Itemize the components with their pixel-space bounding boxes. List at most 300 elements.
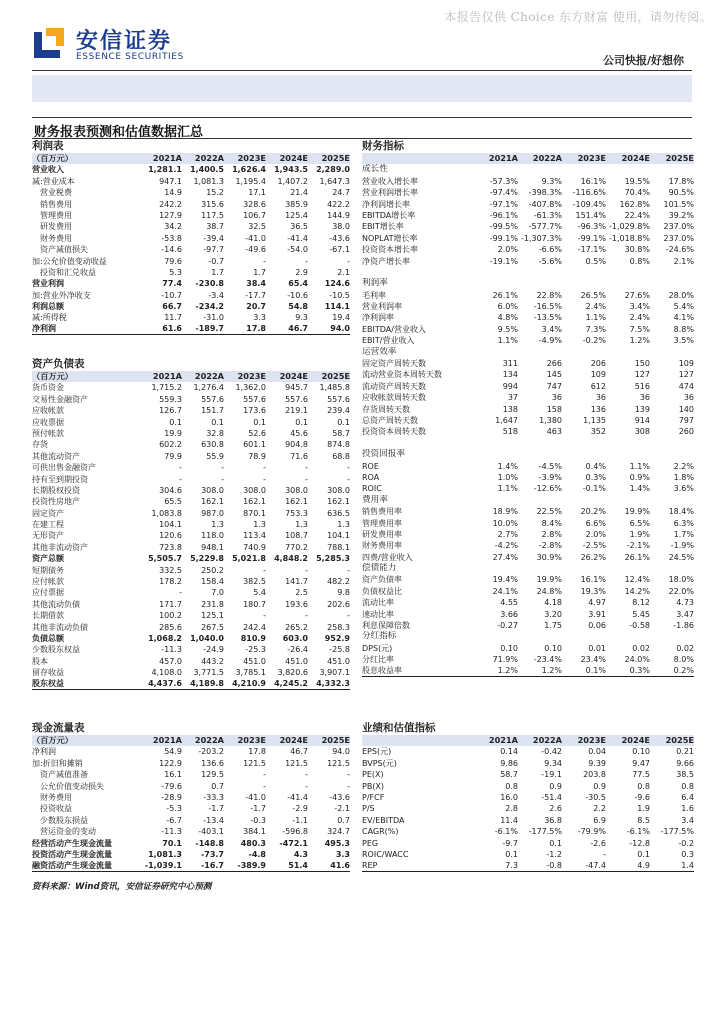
row-value: 3.4	[681, 815, 694, 825]
row-value: 2.2%	[673, 461, 694, 471]
row-value: 6.4	[681, 792, 694, 802]
valuation-row	[362, 792, 694, 803]
row-label: 投资活动产生现金流量	[32, 849, 112, 859]
row-value: 914	[634, 415, 650, 425]
row-value: 557.6	[327, 394, 350, 404]
row-value: 126.7	[159, 406, 182, 416]
row-value: 382.5	[243, 577, 266, 587]
row-value: -	[347, 474, 350, 484]
cashflow-row	[32, 815, 350, 826]
row-value: -	[263, 463, 266, 473]
cashflow-row	[32, 781, 350, 792]
income-row	[32, 278, 350, 289]
row-value: 0.9	[549, 781, 562, 791]
row-value: 1,647	[495, 415, 518, 425]
financial-ratios	[362, 140, 694, 677]
row-value: 463	[546, 427, 562, 437]
row-value: 2.8	[505, 804, 518, 814]
row-value: 121.5	[285, 758, 308, 768]
row-value: -	[603, 849, 606, 859]
row-label: 净利润	[32, 747, 56, 757]
row-value: 27.4%	[492, 552, 518, 562]
row-value: 71.9%	[492, 655, 518, 665]
row-value: 308.0	[201, 485, 224, 495]
income-header-row	[32, 153, 350, 164]
income-unit-label: （百万元）	[32, 153, 73, 163]
row-value: -12.6%	[533, 484, 562, 494]
row-value: 51.4	[288, 860, 308, 870]
balance-row	[32, 394, 350, 405]
income-row	[32, 324, 350, 335]
row-value: 9.47	[632, 758, 650, 768]
row-value: 0.3	[681, 849, 694, 859]
row-label: 股息收益率	[362, 666, 402, 676]
row-label: 少数股东权益	[32, 645, 80, 655]
row-value: 352	[590, 427, 606, 437]
row-label: ROIC	[362, 484, 382, 494]
row-value: 77.5	[632, 770, 650, 780]
row-value: 39.2%	[668, 210, 694, 220]
row-value: -	[221, 463, 224, 473]
row-value: 797	[678, 415, 694, 425]
row-label: 可供出售金融资产	[32, 463, 96, 473]
row-value: 1.7%	[673, 529, 694, 539]
row-value: 150	[634, 359, 650, 369]
finratio-row	[362, 597, 694, 608]
row-value: -0.2	[678, 838, 694, 848]
row-value: -26.4	[287, 645, 308, 655]
row-value: -2.8%	[538, 541, 562, 551]
row-value: 151.7	[201, 406, 224, 416]
row-label: 投资回报率	[362, 449, 405, 460]
row-value: -25.8	[329, 645, 350, 655]
row-value: 1.9	[637, 804, 650, 814]
row-value: -9.7	[502, 838, 518, 848]
row-value: 193.6	[285, 599, 308, 609]
row-value: 70.4%	[624, 188, 650, 198]
cashflow-row	[32, 769, 350, 780]
row-value: 22.8%	[536, 290, 562, 300]
row-value: 36	[683, 393, 694, 403]
title-divider	[32, 117, 692, 118]
year-header: 2022A	[532, 735, 562, 745]
row-value: -1,039.1	[144, 860, 182, 870]
valuation-row	[362, 803, 694, 814]
row-value: 10.0%	[492, 518, 518, 528]
row-value: 2.7%	[497, 529, 518, 539]
row-value: 19.5%	[624, 176, 650, 186]
row-value: 4.73	[676, 598, 694, 608]
row-value: -4.2%	[494, 541, 518, 551]
balance-header-row	[32, 371, 350, 382]
row-value: -1.7	[208, 804, 224, 814]
row-value: -39.4	[203, 233, 224, 243]
row-label: 其他流动资产	[32, 451, 80, 461]
row-value: 26.5%	[580, 290, 606, 300]
row-value: -43.6	[329, 792, 350, 802]
row-value: 65.5	[164, 497, 182, 507]
row-value: 266	[546, 359, 562, 369]
row-label: 在建工程	[32, 520, 64, 530]
row-value: 16.1%	[580, 176, 606, 186]
row-value: 58.7	[500, 770, 518, 780]
row-value: 1.4	[681, 860, 694, 870]
row-value: 18.0%	[668, 575, 694, 585]
row-value: 117.5	[201, 210, 224, 220]
row-value: 32.5	[248, 222, 266, 232]
balance-row	[32, 382, 350, 393]
row-label: 存货周转天数	[362, 404, 410, 414]
row-value: 127	[634, 370, 650, 380]
balance-title: 资产负债表	[32, 358, 85, 370]
row-value: 125.1	[201, 611, 224, 621]
finratio-row	[362, 187, 694, 198]
row-value: 3.47	[676, 609, 694, 619]
row-value: 4,189.8	[190, 679, 224, 689]
balance-row	[32, 462, 350, 473]
row-value: 1.1%	[585, 313, 606, 323]
row-value: 1,135	[583, 415, 606, 425]
row-value: 308	[634, 427, 650, 437]
row-value: 21.4	[290, 188, 308, 198]
row-label: 留存收益	[32, 668, 64, 678]
row-value: -23.4%	[533, 655, 562, 665]
row-value: 559.3	[159, 394, 182, 404]
row-label: 净利润	[32, 324, 56, 334]
row-value: 952.9	[324, 633, 350, 643]
valuation-title: 业绩和估值指标	[362, 722, 436, 734]
row-value: 203.8	[583, 770, 606, 780]
row-value: -403.1	[198, 827, 224, 837]
row-value: 601.1	[243, 440, 266, 450]
row-value: 3.3	[335, 849, 350, 859]
row-value: -53.8	[161, 233, 182, 243]
row-label: 营业利润	[32, 279, 64, 289]
row-value: -10.5	[329, 290, 350, 300]
row-value: 1,276.4	[193, 383, 224, 393]
row-value: 308.0	[327, 485, 350, 495]
cashflow-row	[32, 758, 350, 769]
row-value: -407.8%	[528, 199, 562, 209]
row-value: -25.3	[245, 645, 266, 655]
row-value: -177.5%	[528, 827, 562, 837]
row-value: 139	[634, 404, 650, 414]
row-value: 9.86	[500, 758, 518, 768]
row-value: 8.4%	[541, 518, 562, 528]
row-label: 成长性	[362, 164, 388, 175]
row-value: 24.7	[332, 188, 350, 198]
row-value: -0.8	[546, 860, 562, 870]
row-value: 16.0	[500, 792, 518, 802]
row-value: -	[347, 565, 350, 575]
row-value: 79.6	[164, 256, 182, 266]
row-value: 870.1	[243, 508, 266, 518]
row-value: 94.0	[330, 324, 350, 334]
row-label: 应付票据	[32, 588, 64, 598]
valuation-metrics	[362, 722, 694, 872]
finratio-row	[362, 301, 694, 312]
row-value: 109	[590, 370, 606, 380]
row-value: -234.2	[195, 302, 224, 312]
row-value: -6.6%	[538, 245, 562, 255]
row-value: -5.3	[166, 804, 182, 814]
row-value: 121.5	[327, 758, 350, 768]
year-header: 2023E	[577, 153, 606, 163]
row-value: 16.1%	[580, 575, 606, 585]
row-label: 投资资本周转天数	[362, 427, 426, 437]
row-value: 612	[590, 381, 606, 391]
row-label: 速动比率	[362, 609, 394, 619]
row-value: 1,068.2	[148, 633, 182, 643]
row-label: 长期借款	[32, 611, 64, 621]
balance-row	[32, 508, 350, 519]
row-label: 流动资产周转天数	[362, 381, 426, 391]
income-row	[32, 210, 350, 221]
balance-row	[32, 428, 350, 439]
finratio-row	[362, 176, 694, 187]
row-value: -97.4%	[489, 188, 518, 198]
row-value: 141.7	[285, 577, 308, 587]
balance-row	[32, 519, 350, 530]
row-value: 0.01	[588, 643, 606, 653]
income-row	[32, 199, 350, 210]
row-label: 流动比率	[362, 598, 394, 608]
row-value: 7.3	[505, 860, 518, 870]
row-value: -4.9%	[538, 336, 562, 346]
row-label: BVPS(元)	[362, 758, 397, 768]
row-value: 36	[639, 393, 650, 403]
row-value: -0.58	[629, 621, 650, 631]
row-value: 114.1	[324, 302, 350, 312]
row-value: -99.1%	[489, 233, 518, 243]
finratio-row	[362, 654, 694, 665]
balance-row	[32, 405, 350, 416]
row-value: -16.5%	[533, 302, 562, 312]
row-value: 1.0%	[497, 472, 518, 482]
row-value: 9.3	[295, 313, 308, 323]
row-value: 162.8%	[619, 199, 650, 209]
finratio-row	[362, 574, 694, 585]
row-value: -61.3%	[533, 210, 562, 220]
finratio-row	[362, 290, 694, 301]
row-value: 8.8%	[673, 324, 694, 334]
cashflow-title: 现金流量表	[32, 722, 85, 734]
row-value: -14.6	[161, 245, 182, 255]
row-value: 162.1	[285, 497, 308, 507]
row-value: 1,407.2	[277, 176, 308, 186]
row-label: 费用率	[362, 494, 388, 505]
row-value: 474	[678, 381, 694, 391]
row-value: -12.8	[629, 838, 650, 848]
row-value: 0.8	[505, 781, 518, 791]
row-label: EBIT/营业收入	[362, 336, 415, 346]
row-label: 加:公允价值变动收益	[32, 256, 107, 266]
row-value: 104.1	[327, 531, 350, 541]
row-value: 71.6	[290, 451, 308, 461]
balance-row	[32, 587, 350, 598]
row-value: 231.8	[201, 599, 224, 609]
cashflow-row	[32, 826, 350, 837]
row-value: -	[263, 565, 266, 575]
page-title: 财务报表预测和估值数据汇总	[34, 125, 204, 140]
row-label: 减:营业成本	[32, 176, 75, 186]
row-value: 34.2	[164, 222, 182, 232]
row-value: 19.9	[164, 428, 182, 438]
row-value: -0.7	[208, 256, 224, 266]
row-value: 0.3%	[629, 666, 650, 676]
row-value: 1,195.4	[235, 176, 266, 186]
row-value: -	[305, 781, 308, 791]
row-value: 19.4%	[492, 575, 518, 585]
row-label: 经营活动产生现金流量	[32, 838, 112, 848]
row-value: 17.8%	[668, 176, 694, 186]
row-value: 127.9	[159, 210, 182, 220]
row-value: 22.0%	[668, 586, 694, 596]
row-value: 1,081.3	[148, 849, 182, 859]
row-value: -79.6	[161, 781, 182, 791]
row-value: 18.9%	[492, 507, 518, 517]
row-value: 265.2	[285, 622, 308, 632]
row-value: 94.0	[332, 747, 350, 757]
row-value: 9.34	[544, 758, 562, 768]
year-header: 2023E	[237, 371, 266, 381]
cashflow-row	[32, 792, 350, 803]
row-value: -31.0	[203, 313, 224, 323]
row-value: 451.0	[327, 656, 350, 666]
row-value: 118.0	[201, 531, 224, 541]
brand-name-en: ESSENCE SECURITIES	[76, 52, 184, 62]
row-value: 8.5	[637, 815, 650, 825]
row-value: 0.3%	[585, 472, 606, 482]
row-value: 6.3%	[673, 518, 694, 528]
row-label: 总资产周转天数	[362, 415, 418, 425]
row-value: 6.9	[593, 815, 606, 825]
row-value: 2.2	[593, 804, 606, 814]
row-value: -97.7	[203, 245, 224, 255]
row-value: 239.4	[327, 406, 350, 416]
brand-name: 安信证券	[76, 29, 173, 54]
row-value: 171.7	[159, 599, 182, 609]
row-value: -	[263, 256, 266, 266]
row-value: 1,040.0	[190, 633, 224, 643]
row-label: NOPLAT增长率	[362, 233, 418, 243]
year-header: 2024E	[279, 735, 308, 745]
row-value: -0.2%	[582, 336, 606, 346]
row-value: 242.2	[159, 199, 182, 209]
row-value: 206	[590, 359, 606, 369]
row-value: -	[305, 463, 308, 473]
row-value: 24.8%	[536, 586, 562, 596]
row-value: 46.7	[290, 747, 308, 757]
row-value: 3,820.6	[277, 668, 308, 678]
row-value: 27.6%	[624, 290, 650, 300]
row-label: 加:营业外净收支	[32, 290, 91, 300]
row-value: 308.0	[243, 485, 266, 495]
row-value: 3.6%	[673, 484, 694, 494]
row-label: 利润率	[362, 278, 388, 289]
row-value: -17.1%	[577, 245, 606, 255]
row-value: -	[179, 474, 182, 484]
row-value: 0.1	[337, 417, 350, 427]
row-value: -1.2	[546, 849, 562, 859]
year-header: 2024E	[279, 371, 308, 381]
row-value: 162.1	[327, 497, 350, 507]
row-label: 公允价值变动损失	[32, 781, 104, 791]
valuation-row	[362, 746, 694, 757]
row-value: -43.6	[329, 233, 350, 243]
row-label: 预付帐款	[32, 428, 64, 438]
row-value: -0.42	[541, 747, 562, 757]
row-value: 4.8%	[497, 313, 518, 323]
row-value: 68.8	[332, 451, 350, 461]
row-label: 管理费用率	[362, 518, 402, 528]
row-value: 109	[678, 359, 694, 369]
row-value: -19.1	[541, 770, 562, 780]
year-header: 2021A	[152, 735, 182, 745]
balance-row	[32, 656, 350, 667]
row-value: 788.1	[327, 542, 350, 552]
row-label: PEG	[362, 838, 379, 848]
row-value: 19.3%	[580, 586, 606, 596]
row-value: 2,289.0	[316, 165, 350, 175]
row-label: 应收票据	[32, 417, 64, 427]
row-label: 短期债务	[32, 565, 64, 575]
row-label: REP	[362, 860, 378, 870]
row-value: -	[221, 474, 224, 484]
row-value: 22.5%	[536, 507, 562, 517]
header-divider	[32, 70, 692, 71]
row-value: 144.9	[327, 210, 350, 220]
row-value: 1,362.0	[235, 383, 266, 393]
row-value: 219.1	[285, 406, 308, 416]
row-value: 78.9	[248, 451, 266, 461]
row-value: 129.5	[201, 770, 224, 780]
row-value: -17.7	[245, 290, 266, 300]
row-value: 557.6	[243, 394, 266, 404]
row-label: 研发费用率	[362, 529, 402, 539]
row-value: 9.8	[337, 588, 350, 598]
row-value: 1.1%	[497, 484, 518, 494]
row-value: 28.0%	[668, 290, 694, 300]
row-value: 947.1	[159, 176, 182, 186]
row-label: EPS(元)	[362, 747, 392, 757]
balance-unit-label: （百万元）	[32, 371, 73, 381]
finratio-row	[362, 244, 694, 255]
row-value: 1.8%	[673, 472, 694, 482]
row-value: 120.6	[159, 531, 182, 541]
row-value: 2.5	[295, 588, 308, 598]
year-header: 2022A	[194, 735, 224, 745]
row-value: 26.1%	[492, 290, 518, 300]
row-label: 融资活动产生现金流量	[32, 860, 112, 870]
row-label: EBITDA增长率	[362, 210, 416, 220]
row-label: EV/EBITDA	[362, 815, 405, 825]
row-value: 0.9%	[629, 472, 650, 482]
row-value: 3.66	[500, 609, 518, 619]
row-label: 资产总额	[32, 554, 64, 564]
row-value: -3.9%	[538, 472, 562, 482]
row-value: 8.12	[632, 598, 650, 608]
row-value: 1.7	[253, 267, 266, 277]
finratio-row	[362, 563, 694, 574]
row-label: 营业利润增长率	[362, 188, 418, 198]
row-label: 利息保障倍数	[362, 621, 410, 631]
income-row	[32, 244, 350, 255]
row-value: -	[263, 474, 266, 484]
row-value: -24.6%	[665, 245, 694, 255]
row-value: 495.3	[324, 838, 350, 848]
finratio-row	[362, 381, 694, 392]
